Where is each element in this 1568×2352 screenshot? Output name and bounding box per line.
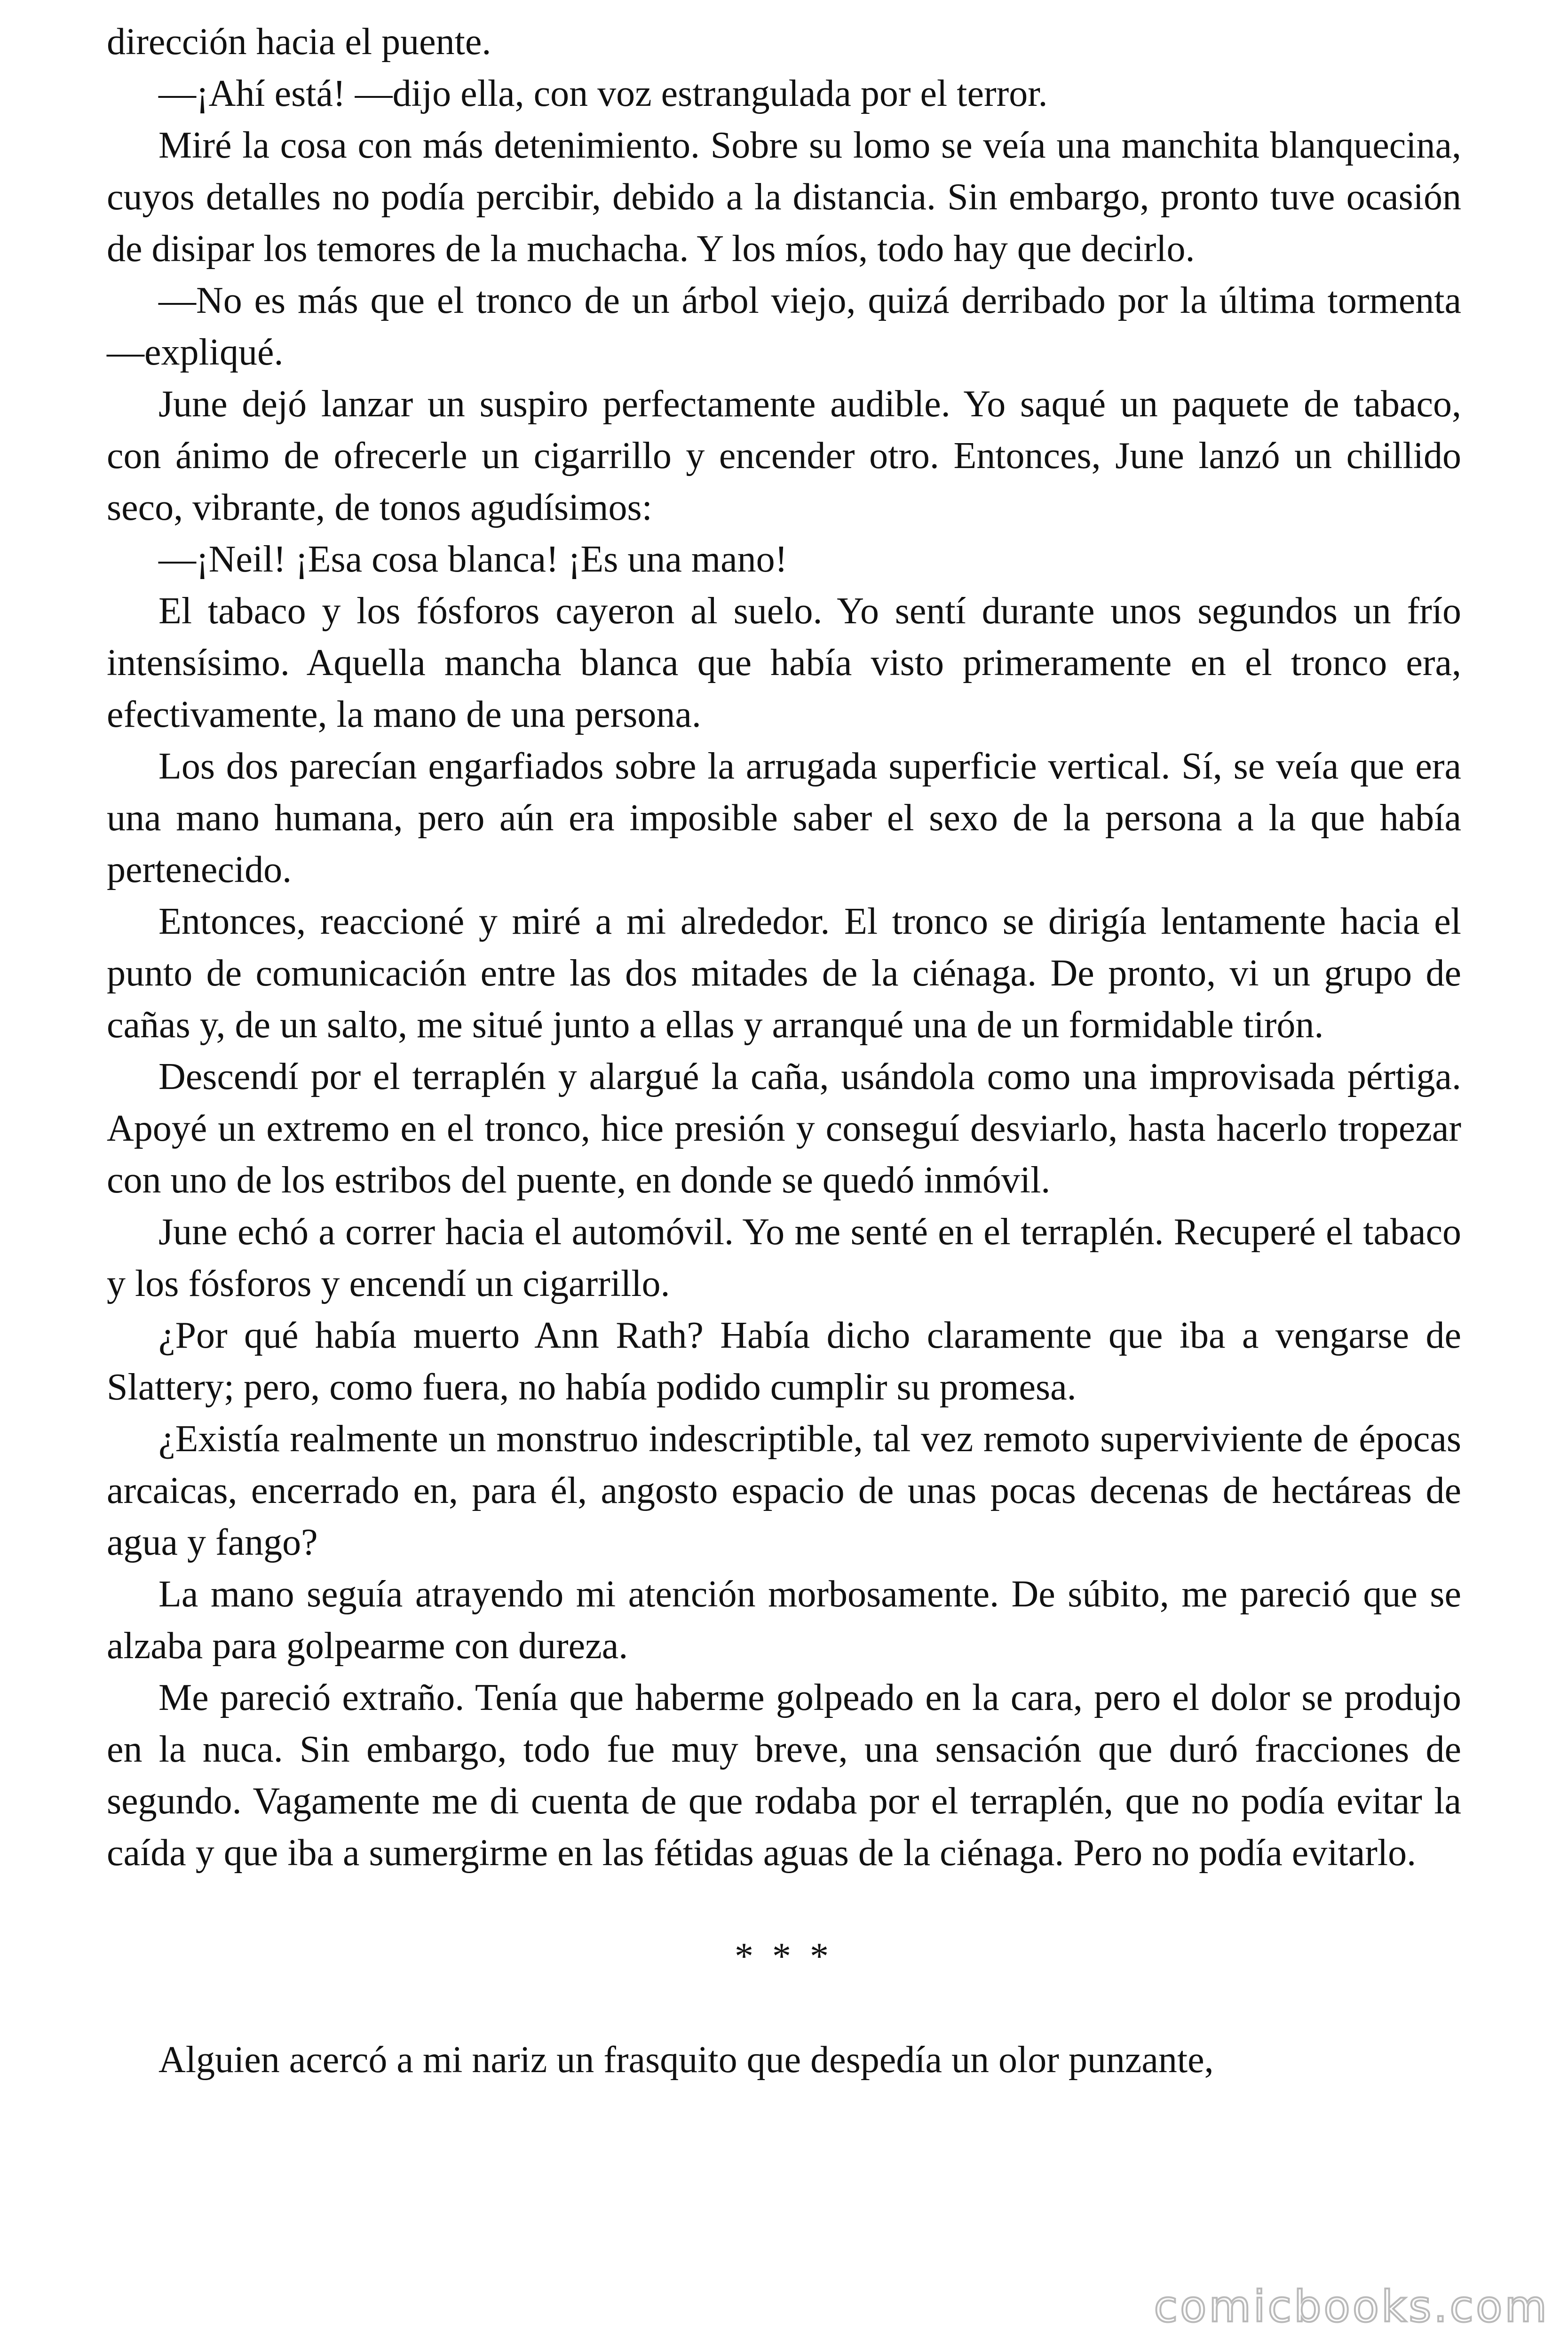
paragraph-5: June dejó lanzar un suspiro perfectamente audible. Yo saqué un paquete de tabaco, con ánimo de ofrecerle un cigarrillo y encender otro. Entonces, June lanzó un chillido seco, vibrante, de tonos agudísimos: bbox=[107, 383, 1461, 528]
paragraph-3: Miré la cosa con más detenimiento. Sobre su lomo se veía una manchita blanquecina, cuyos detalles no podía percibir, debido a la distancia. Sin embargo, pronto tuve ocasión de disipar los temores de la muchacha. Y los míos, todo hay que decirlo. bbox=[107, 125, 1461, 270]
paragraph-6: —¡Neil! ¡Esa cosa blanca! ¡Es una mano! bbox=[158, 539, 788, 580]
paragraph-7: El tabaco y los fósforos cayeron al suelo. Yo sentí durante unos segundos un frío intensísimo. Aquella mancha blanca que había visto primeramente en el tronco era, efectivamente, la mano de una persona. bbox=[107, 590, 1461, 735]
paragraph-1: dirección hacia el puente. bbox=[107, 21, 491, 63]
paragraph-2: —¡Ahí está! —dijo ella, con voz estrangulada por el terror. bbox=[158, 73, 1048, 114]
paragraph-9: Entonces, reaccioné y miré a mi alrededor. El tronco se dirigía lentamente hacia el punto de comunicación entre las dos mitades de la ciénaga. De pronto, vi un grupo de cañas y, de un salto, me situé junto a ellas y arranqué una de un formidable tirón. bbox=[107, 901, 1461, 1046]
paragraph-12: ¿Por qué había muerto Ann Rath? Había dicho claramente que iba a vengarse de Slattery; pero, como fuera, no había podido cumplir su promesa. bbox=[107, 1315, 1461, 1408]
paragraph-11: June echó a correr hacia el automóvil. Yo me senté en el terraplén. Recuperé el tabaco y los fósforos y encendí un cigarrillo. bbox=[107, 1211, 1461, 1304]
paragraph-15: Me pareció extraño. Tenía que haberme golpeado en la cara, pero el dolor se produjo en la nuca. Sin embargo, todo fue muy breve, una sensación que duró fracciones de segundo. Vagamente me di cuenta de que rodaba por el terraplén, que no podía evitar la caída y que iba a sumergirme en las fétidas aguas de la ciénaga. Pero no podía evitarlo. bbox=[107, 1677, 1461, 1874]
paragraph-10: Descendí por el terraplén y alargué la caña, usándola como una improvisada pértiga. Apoyé un extremo en el tronco, hice presión y conseguí desviarlo, hasta hacerlo tropezar con uno de los estribos del puente, en donde se quedó inmóvil. bbox=[107, 1056, 1461, 1201]
watermark-logo: comicbooks.com bbox=[1154, 2281, 1549, 2332]
closing-paragraph: Alguien acercó a mi nariz un frasquito que despedía un olor punzante, bbox=[158, 2039, 1214, 2081]
paragraph-13: ¿Existía realmente un monstruo indescriptible, tal vez remoto superviviente de épocas arcaicas, encerrado en, para él, angosto espacio de unas pocas decenas de hectáreas de agua y fango? bbox=[107, 1418, 1461, 1563]
paragraph-8: Los dos parecían engarfiados sobre la arrugada superficie vertical. Sí, se veía que era una mano humana, pero aún era imposible saber el sexo de la persona a la que había pertenecido. bbox=[107, 746, 1461, 890]
paragraph-4: —No es más que el tronco de un árbol viejo, quizá derribado por la última tormenta —expliqué. bbox=[107, 280, 1461, 373]
paragraph-14: La mano seguía atrayendo mi atención morbosamente. De súbito, me pareció que se alzaba para golpearme con dureza. bbox=[107, 1573, 1461, 1667]
page-body bbox=[107, 16, 1461, 2086]
section-separator: * * * bbox=[735, 1936, 833, 1977]
